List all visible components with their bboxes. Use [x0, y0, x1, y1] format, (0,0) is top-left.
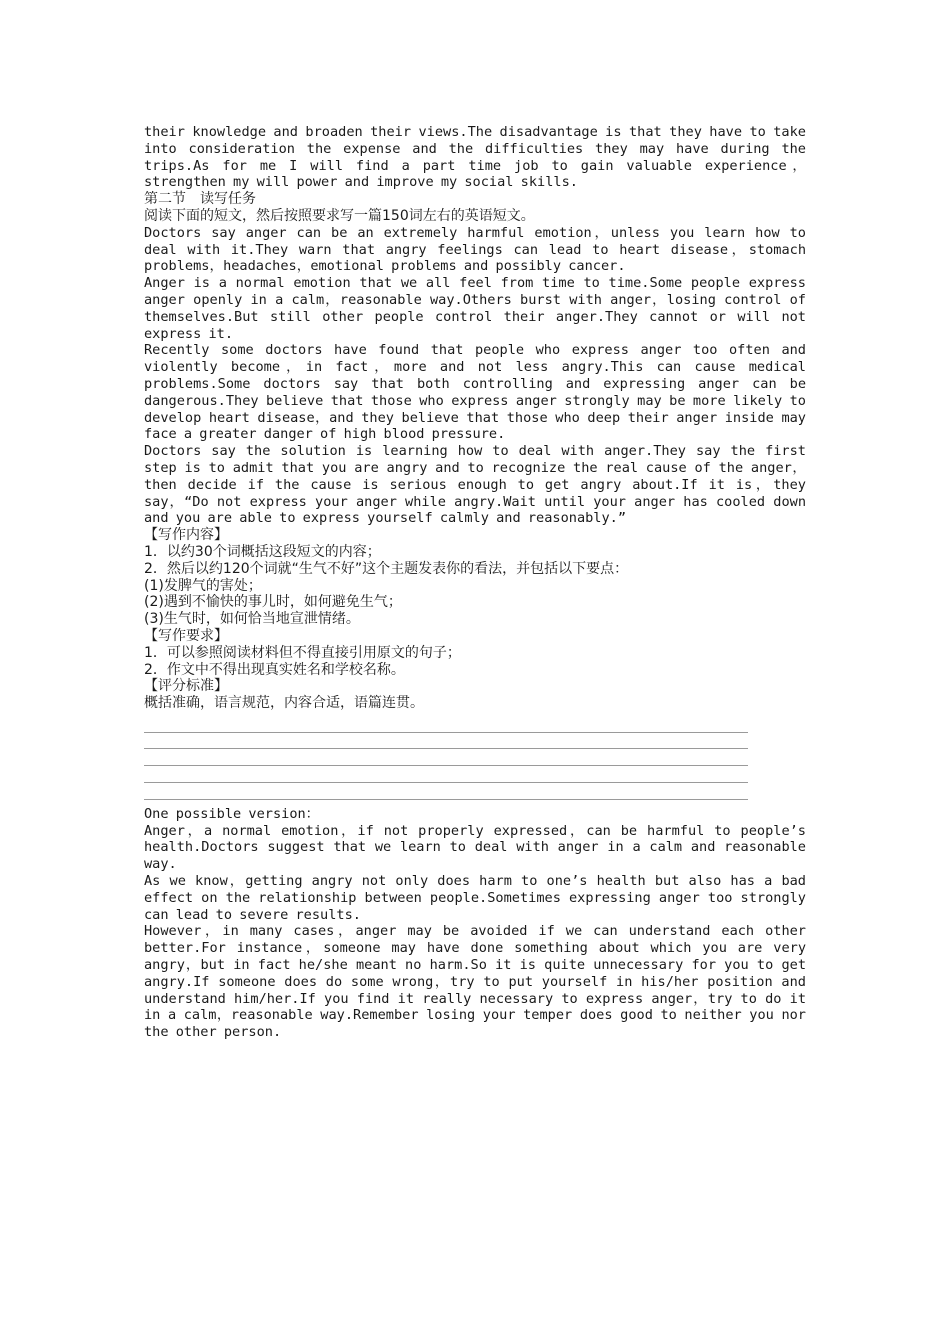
sample-paragraph-3: However，in many cases，anger may be avoided if we can understand each other better.For instance，someone may have done something about which you are very angry，but in fact he/she meant no harm.So it is quite unnecessary for you to get angry.If someone does do some wrong，try to put yourself in his/her position and understand him/her.If you find it really necessary to express anger，try to do it in a calm，reasonable way.Remember losing your temper does good to neither you nor the other person. — [144, 923, 806, 1041]
answer-line[interactable] — [144, 749, 748, 766]
answer-line[interactable] — [144, 783, 748, 800]
writing-content-item-5: (3)生气时，如何恰当地宣泄情绪。 — [144, 611, 360, 628]
passage-paragraph-3: Recently some doctors have found that people who express anger too often and violently become，in fact，more and not less angry.This can cause medical problems.Some doctors say that both controlling and expressing anger can be dangerous.They believe that those who express anger strongly may be more likely to develop heart disease，and they believe that those who deep their anger inside may face a greater danger of high blood pressure. — [144, 342, 806, 443]
answer-line[interactable] — [144, 766, 748, 783]
answer-lines[interactable] — [144, 716, 748, 800]
answer-line[interactable] — [144, 733, 748, 750]
sample-paragraph-1: Anger，a normal emotion，if not properly expressed，can be harmful to people’s health.Doctors suggest that we learn to deal with anger in a calm and reasonable way. — [144, 822, 806, 873]
writing-requirements-item-2: 2．作文中不得出现真实姓名和学校名称。 — [144, 661, 405, 678]
section-heading: 第二节 读写任务 — [144, 191, 256, 208]
sample-paragraph-2: As we know，getting angry not only does harm to one’s health but also has a bad effect on the relationship between people.Sometimes expressing anger too strongly can lead to severe results. — [144, 873, 806, 923]
grading-criteria-text: 概括准确，语言规范，内容合适，语篇连贯。 — [144, 695, 424, 712]
writing-requirements-item-1: 1．可以参照阅读材料但不得直接引用原文的句子； — [144, 644, 461, 661]
writing-content-item-2: 2．然后以约120个词就“生气不好”这个主题发表你的看法，并包括以下要点： — [144, 560, 629, 577]
instruction: 阅读下面的短文，然后按照要求写一篇150词左右的英语短文。 — [144, 207, 535, 224]
grading-criteria-heading: 【评分标准】 — [144, 678, 228, 695]
writing-content-heading: 【写作内容】 — [144, 527, 228, 544]
intro-paragraph: their knowledge and broaden their views.The disadvantage is that they have to take into consideration the expense and the difficulties they may have during the trips.As for me I will find a part time job to gain valuable experience，strengthen my will power and improve my social skills. — [144, 124, 806, 191]
passage-paragraph-1: Doctors say anger can be an extremely harmful emotion，unless you learn how to deal with it.They warn that angry feelings can lead to heart disease，stomach problems，headaches，emotional problems and possibly cancer. — [144, 224, 806, 275]
sample-label: One possible version： — [144, 805, 320, 822]
writing-content-item-1: 1．以约30个词概括这段短文的内容； — [144, 543, 381, 560]
writing-content-item-3: (1)发脾气的害处； — [144, 577, 262, 594]
writing-content-item-4: (2)遇到不愉快的事儿时，如何避免生气； — [144, 594, 402, 611]
writing-requirements-heading: 【写作要求】 — [144, 627, 228, 644]
passage-paragraph-2: Anger is a normal emotion that we all feel from time to time.Some people express anger openly in a calm，reasonable way.Others burst with anger，losing control of themselves.But still other people control their anger.They cannot or will not express it. — [144, 275, 806, 342]
passage-paragraph-4: Doctors say the solution is learning how to deal with anger.They say the first step is to admit that you are angry and to recognize the real cause of the anger，then decide if the cause is serious enough to get angry about.If it is，they say，“Do not express your anger while angry.Wait until your anger has cooled down and you are able to express yourself calmly and reasonably.” — [144, 443, 806, 527]
answer-line[interactable] — [144, 716, 748, 733]
document-page — [144, 124, 806, 1041]
